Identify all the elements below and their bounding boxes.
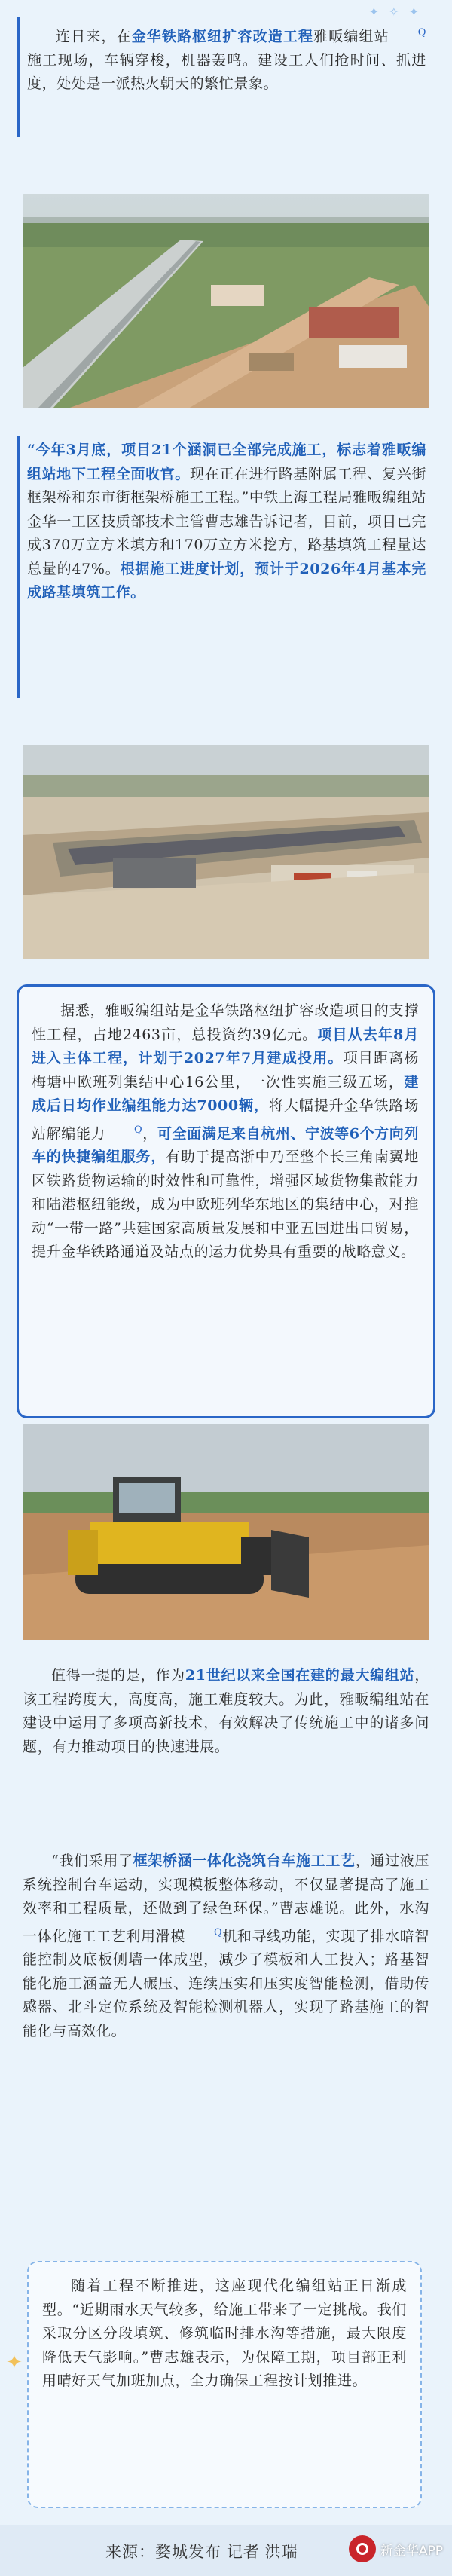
search-icon[interactable]: Q bbox=[417, 27, 426, 38]
outlook-paragraph: 随着工程不断推进，这座现代化编组站正日渐成型。“近期雨水天气较多，给施工带来了一定挑战。我们采取分区分段填筑、修筑临时排水沟等措施，最大限度降低天气影响。”曹志雄表示，为保障工期，项目部正利用晴好天气加班加点，全力确保工程按计划推进。 bbox=[42, 2278, 407, 2389]
bulldozer-photo bbox=[23, 1424, 429, 1640]
search-icon[interactable]: Q bbox=[134, 1124, 143, 1136]
watermark-text: 新金华APP bbox=[380, 2543, 443, 2559]
watermark bbox=[349, 2535, 443, 2562]
culvert-construction-photo bbox=[23, 745, 429, 959]
overview-paragraph: 据悉，雅畈编组站是金华铁路枢纽扩容改造项目的支撑性工程，占地2463亩，总投资约39亿元。项目从去年8月进入主体工程，计划于2027年7月建成投用。项目距离杨梅塘中欧班列集结中心16公里，一次性实施三级五场，建成后日均作业编组能力达7000辆，将大幅提升金华铁路场站解编能力 Q，可全面满足来自杭州、宁波等6个方向列车的快捷编组服务，有助于提高浙中乃至整个长三角南翼地区铁路货物运输的时效性和可靠性，增强区域货物集散能力和陆港枢纽能级，成为中欧班列华东地区的集结中心，对推动“一带一路”共建国家高质量发展和中亚五国进出口贸易，提升金华铁路通道及站点的运力优势具有重要的战略意义。 bbox=[32, 1002, 419, 1261]
schedule-highlight: 根据施工进度计划，预计于2026年4月基本完成路基填筑工作。 bbox=[27, 560, 426, 601]
casting-trolley-highlight: 框架桥涵一体化浇筑台车施工工艺 bbox=[133, 1852, 356, 1869]
technology-detail-paragraph: “我们采用了框架桥涵一体化浇筑台车施工工艺，通过液压系统控制台车运动，实现模板整体移动，不仅显著提高了施工效率和工程质量，还做到了绿色环保。”曹志雄说。此外，水沟一体化施工工艺利用滑模 Q机和寻线功能，实现了排水暗智能控制及底板侧墙一体成型，减少了模板和人工投入；路基智能化施工涵盖无人碾压、连续压实和压实度智能检测，借助传感器、北斗定位系统及智能检测机器人，实现了路基施工的智能化与高效化。 bbox=[23, 1852, 430, 2039]
technology-intro-paragraph: 值得一提的是，作为21世纪以来全国在建的最大编组站，该工程跨度大，高度高，施工难度较大。为此，雅畈编组站在建设中运用了多项高新技术，有效解决了传统施工中的诸多问题，有力推动项目的快速进展。 bbox=[23, 1667, 430, 1755]
sparkle-decoration-icon: ✦ ✧ ✦ bbox=[368, 5, 422, 19]
search-icon[interactable]: Q bbox=[213, 1926, 223, 1938]
timeline-highlight: 项目从去年8月进入主体工程，计划于2027年7月建成投用。 bbox=[32, 1026, 419, 1066]
aerial-site-photo bbox=[23, 194, 429, 408]
footer bbox=[0, 2525, 452, 2576]
intro-paragraph: 连日来，在金华铁路枢纽扩容改造工程雅畈编组站 Q施工现场，车辆穿梭，机器轰鸣。建设工人们抢时间、抓进度，处处是一派热火朝天的繁忙景象。 bbox=[27, 21, 426, 96]
service-highlight: 可全面满足来自杭州、宁波等6个方向列车的快捷编组服务， bbox=[32, 1124, 419, 1166]
app-logo-icon bbox=[349, 2535, 376, 2562]
largest-yard-highlight: 21世纪以来全国在建的最大编组站 bbox=[185, 1667, 415, 1684]
project-name-highlight: 金华铁路枢纽扩容改造工程 bbox=[131, 28, 314, 45]
culvert-complete-highlight: “今年3月底，项目21个涵洞已全部完成施工，标志着雅畈编组站地下工程全面收官。 bbox=[27, 442, 426, 482]
capacity-highlight: 建成后日均作业编组能力达7000辆， bbox=[32, 1073, 419, 1114]
source-credit: 来源：婺城发布 记者 洪瑞 bbox=[105, 2544, 298, 2561]
progress-paragraph: “今年3月底，项目21个涵洞已全部完成施工，标志着雅畈编组站地下工程全面收官。现在正在进行路基附属工程、复兴街框架桥和东市街框架桥施工工程。”中铁上海工程局雅畈编组站金华一工区技质部技术主管曹志雄告诉记者，目前，项目已完成370万立方米填方和170万立方米挖方，路基填筑工程量达总量的47%。根据施工进度计划，预计于2026年4月基本完成路基填筑工作。 bbox=[27, 442, 427, 601]
star-decoration-icon: ✦ bbox=[6, 2351, 23, 2374]
